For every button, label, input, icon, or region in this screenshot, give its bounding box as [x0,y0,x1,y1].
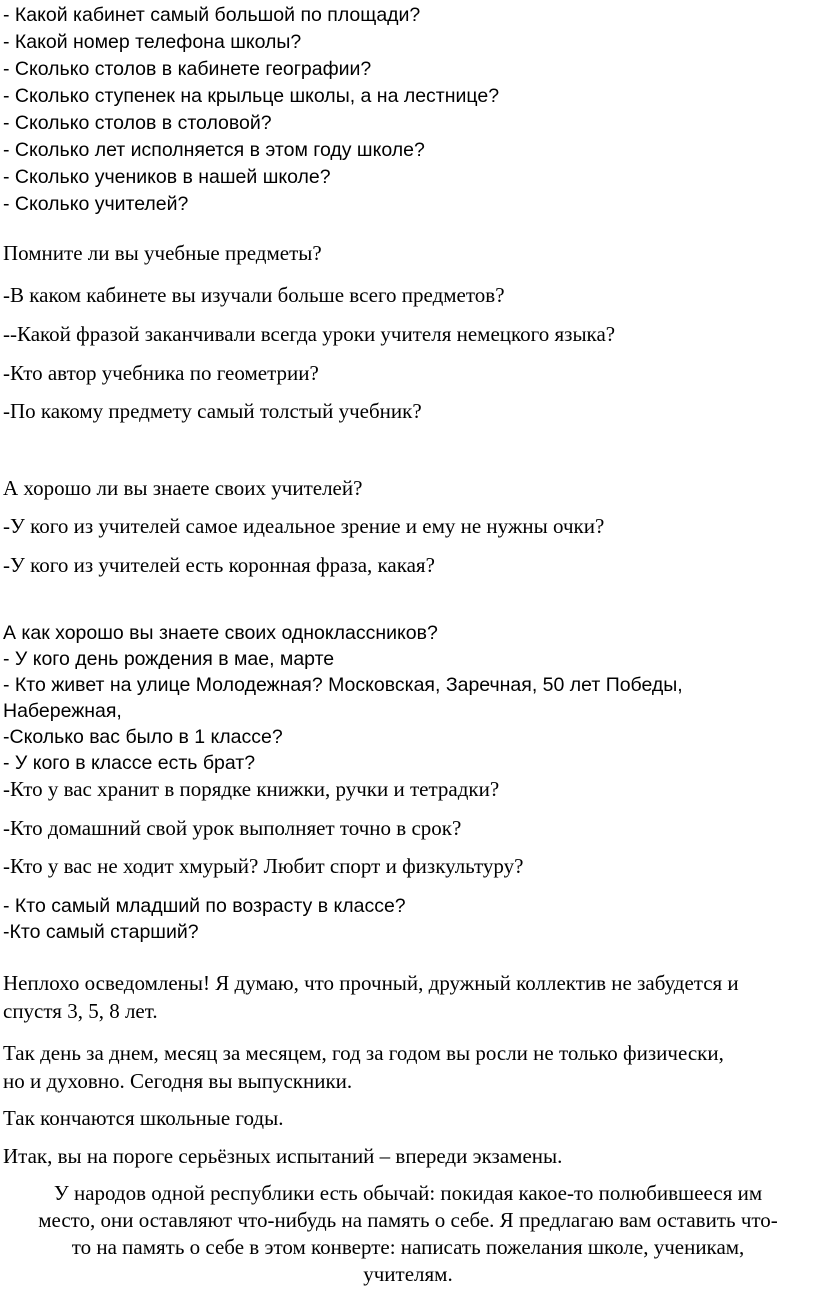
paragraph-line: спустя 3, 5, 8 лет. [3,999,158,1023]
closing-paragraph-line: то на память о себе в этом конверте: написать пожелания школе, ученикам, [71,1235,745,1259]
question-line: -Кто у вас хранит в порядке книжки, ручки и тетрадки? [3,777,500,801]
question-line: - Сколько столов в кабинете географии? [3,58,372,80]
question-line: - Сколько лет исполняется в этом году школе? [3,139,425,161]
question-line: -Кто домашний свой урок выполняет точно в срок? [3,816,462,840]
paragraph-line: Неплохо осведомлены! Я думаю, что прочный, дружный коллектив не забудется и [3,971,739,995]
question-line: - Сколько учеников в нашей школе? [3,166,331,188]
section-heading: А хорошо ли вы знаете своих учителей? [3,476,363,500]
question-line: Набережная, [3,700,122,722]
question-line: --Какой фразой заканчивали всегда уроки учителя немецкого языка? [3,322,616,346]
closing-paragraph-line: место, они оставляют что-нибудь на память о себе. Я предлагаю вам оставить что- [38,1208,778,1232]
question-line: - У кого в классе есть брат? [3,752,256,774]
question-line: - Какой номер телефона школы? [3,31,302,53]
paragraph-line: но и духовно. Сегодня вы выпускники. [3,1069,353,1093]
question-line: -Кто у вас не ходит хмурый? Любит спорт и физкультуру? [3,854,524,878]
section-heading: Помните ли вы учебные предметы? [3,241,322,265]
closing-paragraph-line: У народов одной республики есть обычай: покидая какое-то полюбившееся им [53,1181,763,1205]
question-line: -Сколько вас было в 1 классе? [3,726,283,748]
paragraph-line: Так кончаются школьные годы. [3,1106,284,1130]
question-line: - Кто живет на улице Молодежная? Московская, Заречная, 50 лет Победы, [3,674,683,696]
question-line: - Сколько учителей? [3,193,189,215]
question-line: - Сколько столов в столовой? [3,112,272,134]
paragraph-line: Так день за днем, месяц за месяцем, год за годом вы росли не только физически, [3,1041,724,1065]
question-line: -В каком кабинете вы изучали больше всего предметов? [3,283,505,307]
closing-paragraph-line: учителям. [363,1262,453,1286]
question-line: -Кто автор учебника по геометрии? [3,361,319,385]
question-line: -У кого из учителей самое идеальное зрение и ему не нужны очки? [3,514,605,538]
question-line: -У кого из учителей есть коронная фраза, какая? [3,553,435,577]
question-line: - Какой кабинет самый большой по площади? [3,4,421,26]
question-line: -Кто самый старший? [3,921,199,943]
question-line: - У кого день рождения в мае, марте [3,648,335,670]
paragraph-line: Итак, вы на пороге серьёзных испытаний – впереди экзамены. [3,1144,563,1168]
section-heading: А как хорошо вы знаете своих одноклассников? [3,622,438,644]
question-line: -По какому предмету самый толстый учебник? [3,399,422,423]
question-line: - Сколько ступенек на крыльце школы, а на лестнице? [3,85,500,107]
question-line: - Кто самый младший по возрасту в классе? [3,895,406,917]
